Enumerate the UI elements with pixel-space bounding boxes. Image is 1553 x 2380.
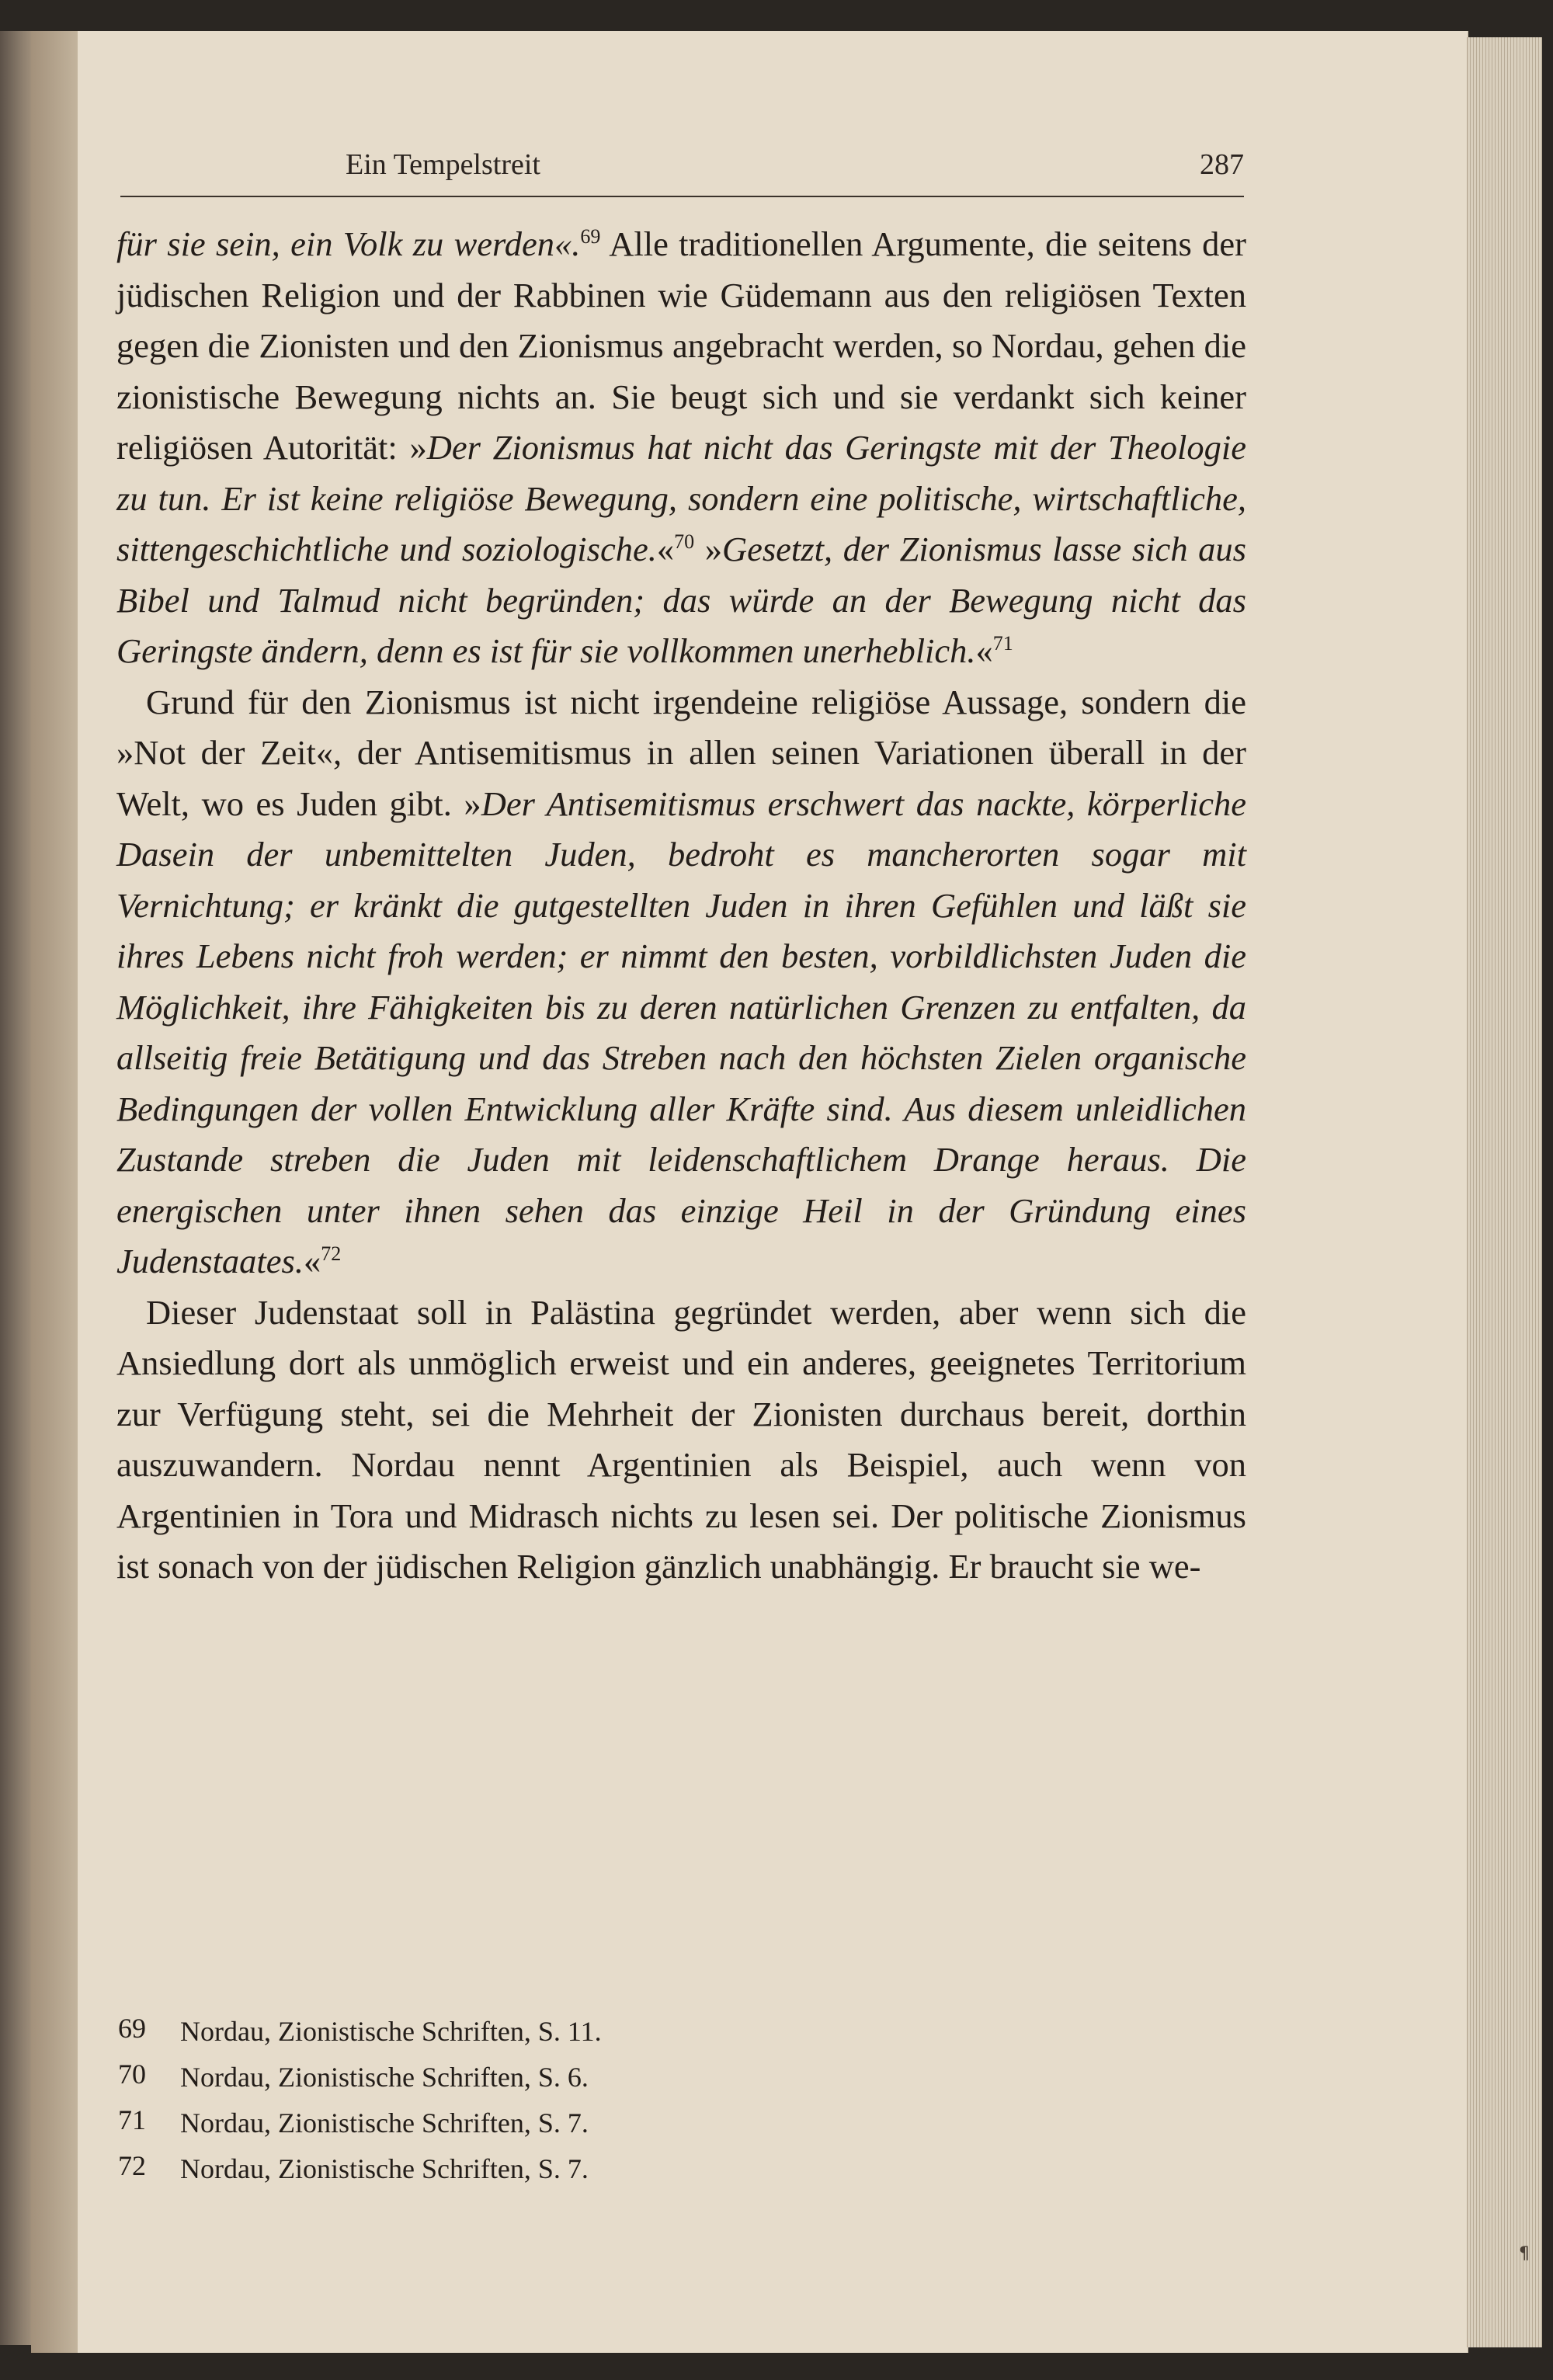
- quote-italic: Der Antisemitismus erschwert das nackte, körperliche Dasein der unbemittelten Juden, bedroht es mancherorten sogar mit Vernichtung; er kränkt die gutgestellten Juden in ihren Gefühlen und läßt sie ihres Lebens nicht froh werden; er nimmt den besten, vorbildlichsten Juden die Möglichkeit, ihre Fähigkeiten bis zu deren natürlichen Grenzen zu entfalten, da allseitig freie Betätigung und das Streben nach den höchsten Zielen organische Bedingungen der vollen Entwicklung aller Kräfte sind. Aus diesem unleidlichen Zustande streben die Juden mit leidenschaftlichem Drange heraus. Die energischen unter ihnen sehen das einzige Heil in der Gründung eines Judenstaates.: [116, 783, 1247, 1280]
- footnote-ref-69[interactable]: 69: [580, 225, 601, 248]
- footnote-ref-72[interactable]: 72: [321, 1242, 342, 1266]
- page-number: 287: [1200, 148, 1244, 181]
- running-head-title: Ein Tempelstreit: [346, 148, 540, 181]
- quote-italic: Gesetzt, der Zionismus lasse sich aus Bibel und Talmud nicht begründen; das würde an der Bewegung nicht das Geringste ändern, denn es ist für sie vollkommen unerheblich.: [116, 530, 1246, 670]
- footnote-item: [118, 2145, 817, 2191]
- running-head: [120, 148, 1244, 191]
- footnote-text: Nordau, Zionistische Schriften, S. 7.: [180, 2153, 589, 2184]
- body-text: [116, 219, 1246, 1593]
- paragraph-text: Alle traditionellen Argumente, die seitens der jüdischen Religion und der Rabbinen wie Güdemann aus den religiösen Texten gegen die Zionisten und den Zionismus angebracht werden, so Nordau, gehen die zionistische Bewegung nichts an. Sie beugt sich und sie verdankt sich keiner religiösen Autorität: »: [116, 224, 1246, 467]
- footnotes: [118, 2007, 817, 2191]
- footnote-number: 69: [118, 2013, 146, 2044]
- scan-background-left: [0, 31, 35, 2345]
- page-stack-edge: [1467, 37, 1542, 2347]
- footnote-item: [118, 2099, 817, 2145]
- footnote-text: Nordau, Zionistische Schriften, S. 11.: [180, 2016, 602, 2047]
- quote-close: «: [975, 631, 993, 670]
- footnote-number: 71: [118, 2104, 146, 2135]
- edge-marker: ¶: [1519, 2244, 1530, 2264]
- footnote-number: 72: [118, 2150, 146, 2181]
- footnote-number: 70: [118, 2059, 146, 2090]
- footnote-ref-71[interactable]: 71: [992, 632, 1013, 655]
- paragraph-2: [116, 677, 1246, 1287]
- quote-italic: Der Zionismus hat nicht das Geringste mit der Theologie zu tun. Er ist keine religiöse Bewegung, sondern eine politische, wirtschaftliche, sittengeschichtliche und soziologische.: [116, 428, 1246, 568]
- quote-close: «: [304, 1242, 321, 1280]
- paragraph-text: Grund für den Zionismus ist nicht irgendeine religiöse Aussage, sondern die »Not der Zeit«, der Antisemitismus in allen seinen Variationen überall in der Welt, wo es Juden gibt. »: [116, 682, 1246, 823]
- footnote-text: Nordau, Zionistische Schriften, S. 7.: [180, 2107, 589, 2139]
- quote-open: »: [694, 530, 722, 568]
- footnote-item: [118, 2007, 817, 2053]
- header-rule: [120, 196, 1244, 197]
- footnote-text: Nordau, Zionistische Schriften, S. 6.: [180, 2062, 589, 2093]
- quote-close: «: [656, 530, 675, 568]
- quote-italic: für sie sein, ein Volk zu werden«.: [116, 224, 581, 263]
- footnote-item: [118, 2053, 817, 2099]
- paragraph-3: Dieser Judenstaat soll in Palästina gegründet werden, aber wenn sich die Ansiedlung dort als unmöglich erweist und ein anderes, geeignetes Territorium zur Verfügung steht, sei die Mehrheit der Zionisten durchaus bereit, dorthin auszuwandern. Nordau nennt Argentinien als Beispiel, auch wenn von Argentinien in Tora und Midrasch nichts zu lesen sei. Der politische Zionismus ist sonach von der jüdischen Religion gänzlich unabhängig. Er braucht sie we-: [116, 1292, 1246, 1586]
- footnote-ref-70[interactable]: 70: [674, 530, 695, 554]
- paragraph-1: [116, 219, 1246, 677]
